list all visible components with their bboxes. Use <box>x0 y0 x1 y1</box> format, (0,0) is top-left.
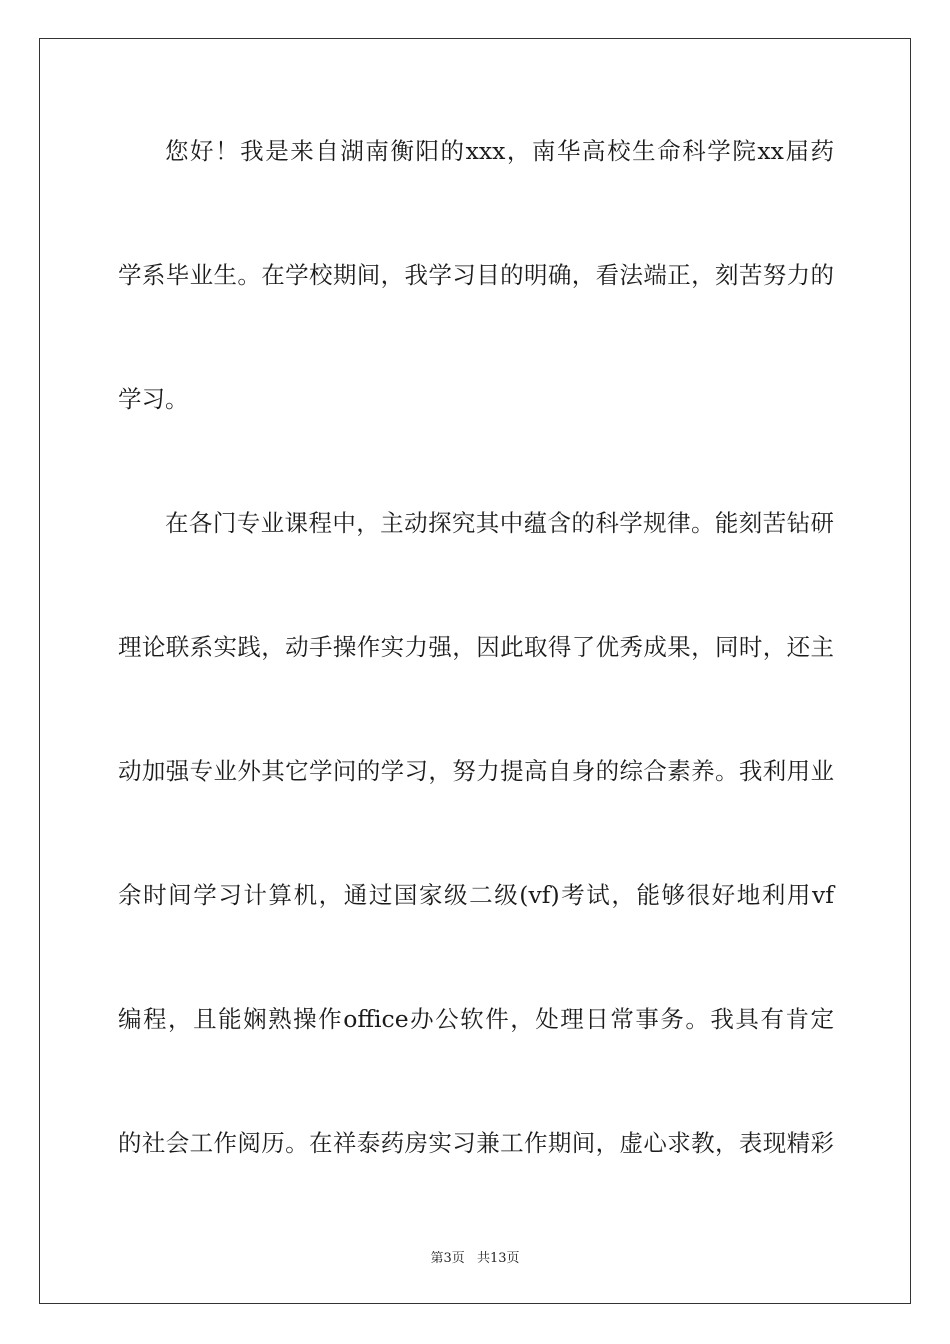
page-footer <box>0 1247 950 1266</box>
paragraph-1-line-3: 学习。 <box>118 385 189 413</box>
total-page-count: 共13页 <box>476 1251 520 1266</box>
paragraph-2-line-4: 余时间学习计算机，通过国家级二级(vf)考试，能够很好地利用vf <box>118 881 834 909</box>
page-frame <box>39 38 911 1304</box>
paragraph-2-line-1: 在各门专业课程中，主动探究其中蕴含的科学规律。能刻苦钻研 <box>165 509 834 537</box>
paragraph-1-line-1: 您好！我是来自湖南衡阳的xxx，南华高校生命科学院xx届药 <box>165 137 834 165</box>
paragraph-2-line-5: 编程，且能娴熟操作office办公软件，处理日常事务。我具有肯定 <box>118 1005 834 1033</box>
paragraph-2-line-6: 的社会工作阅历。在祥泰药房实习兼工作期间，虚心求教，表现精彩 <box>118 1129 834 1157</box>
current-page-number: 第3页 <box>430 1251 465 1266</box>
paragraph-2-line-3: 动加强专业外其它学问的学习，努力提高自身的综合素养。我利用业 <box>118 757 834 785</box>
paragraph-2-line-2: 理论联系实践，动手操作实力强，因此取得了优秀成果，同时，还主 <box>118 633 834 661</box>
paragraph-1-line-2: 学系毕业生。在学校期间，我学习目的明确，看法端正，刻苦努力的 <box>118 261 834 289</box>
